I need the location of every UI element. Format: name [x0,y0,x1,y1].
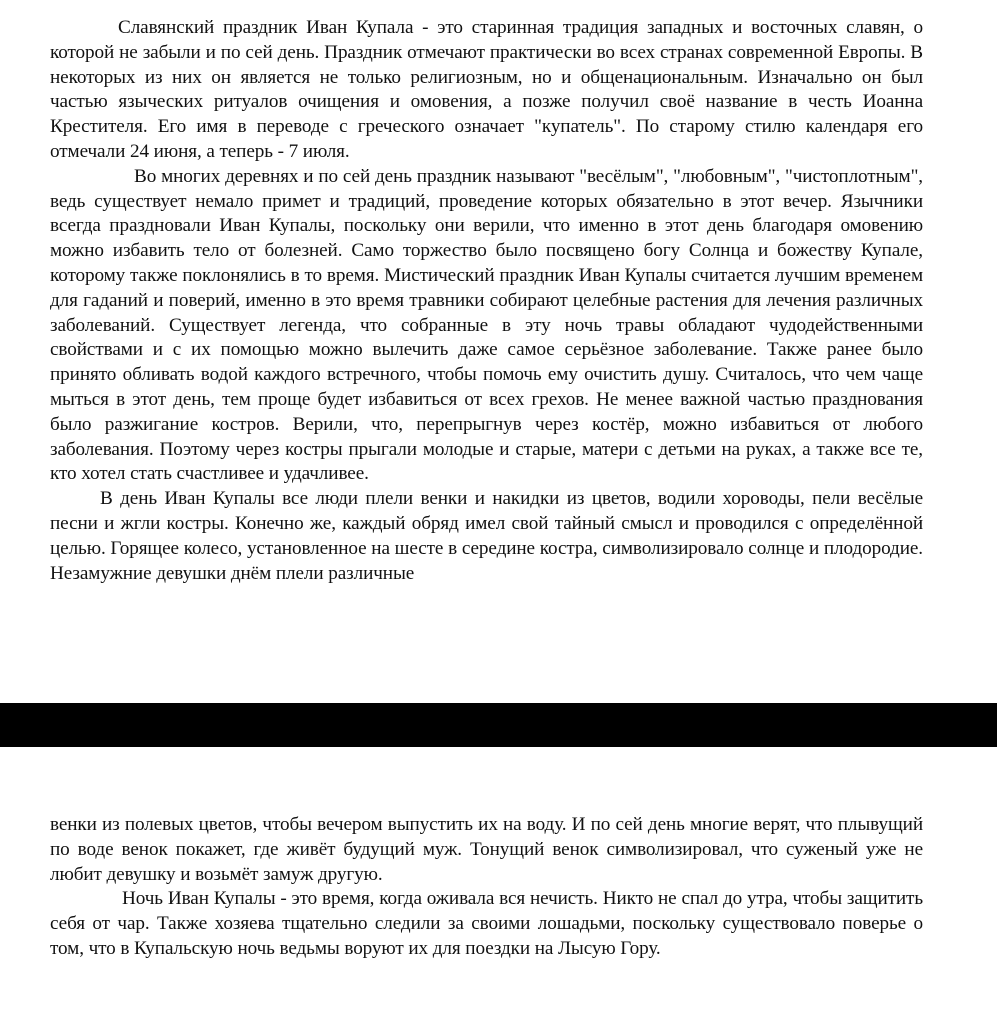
paragraph-traditions: Во многих деревнях и по сей день праздник называют "весёлым", "любовным", "чистоплотным", ведь существует немало примет и традиций, проведение которых обязательно в этот вечер. Язычники всегда праздновали Иван Купалы, поскольку они верили, что именно в этот день благодаря омовению можно избавить тело от болезней. Само торжество было посвящено богу Солнца и божеству Купале, которому также поклонялись в то время. Мистический праздник Иван Купалы считается лучшим временем для гаданий и поверий, именно в это время травники собирают целебные растения для лечения различных заболеваний. Существует легенда, что собранные в эту ночь травы обладают чудодейственными свойствами и с их помощью можно вылечить даже самое серьёзное заболевание. Также ранее было принято обливать водой каждого встречного, чтобы помочь ему очистить душу. Считалось, что чем чаще мыться в этот день, тем проще будет избавиться от всех грехов. Не менее важной частью празднования было разжигание костров. Верили, что, перепрыгнув через костёр, можно избавиться от любого заболевания. Поэтому через костры прыгали молодые и старые, матери с детьми на руках, а также все те, кто хотел стать счастливее и удачливее. [50,165,923,485]
document-page-bottom [50,813,923,962]
paragraph-wreaths-start: В день Иван Купалы все люди плели венки и накидки из цветов, водили хороводы, пели весёлые песни и жгли костры. Конечно же, каждый обряд имел свой тайный смысл и проводился с определённой целью. Горящее колесо, установленное на шесте в середине костра, символизировало солнце и плодородие. Незамужние девушки днём плели различные [50,488,923,584]
paragraph-intro: Славянский праздник Иван Купала - это старинная традиция западных и восточных славян, о которой не забыли и по сей день. Праздник отмечают практически во всех странах современной Европы. В некоторых из них он является не только религиозным, но и общенациональным. Изначально он был частью языческих ритуалов очищения и омовения, а позже получил своё название в честь Иоанна Крестителя. Его имя в переводе с греческого означает "купатель". По старому стилю календаря его отмечали 24 июня, а теперь - 7 июля. [50,17,923,162]
paragraph-night: Ночь Иван Купалы - это время, когда оживала вся нечисть. Никто не спал до утра, чтобы защитить себя от чар. Также хозяева тщательно следили за своими лошадьми, поскольку существовало поверье о том, что в Купальскую ночь ведьмы воруют их для поездки на Лысую Гору. [50,888,923,959]
document-page-top [50,16,923,586]
page-break-bar [0,703,997,747]
paragraph-wreaths-continued: венки из полевых цветов, чтобы вечером выпустить их на воду. И по сей день многие верят, что плывущий по воде венок покажет, где живёт будущий муж. Тонущий венок символизировал, что суженый уже не любит девушку и возьмёт замуж другую. [50,814,923,885]
